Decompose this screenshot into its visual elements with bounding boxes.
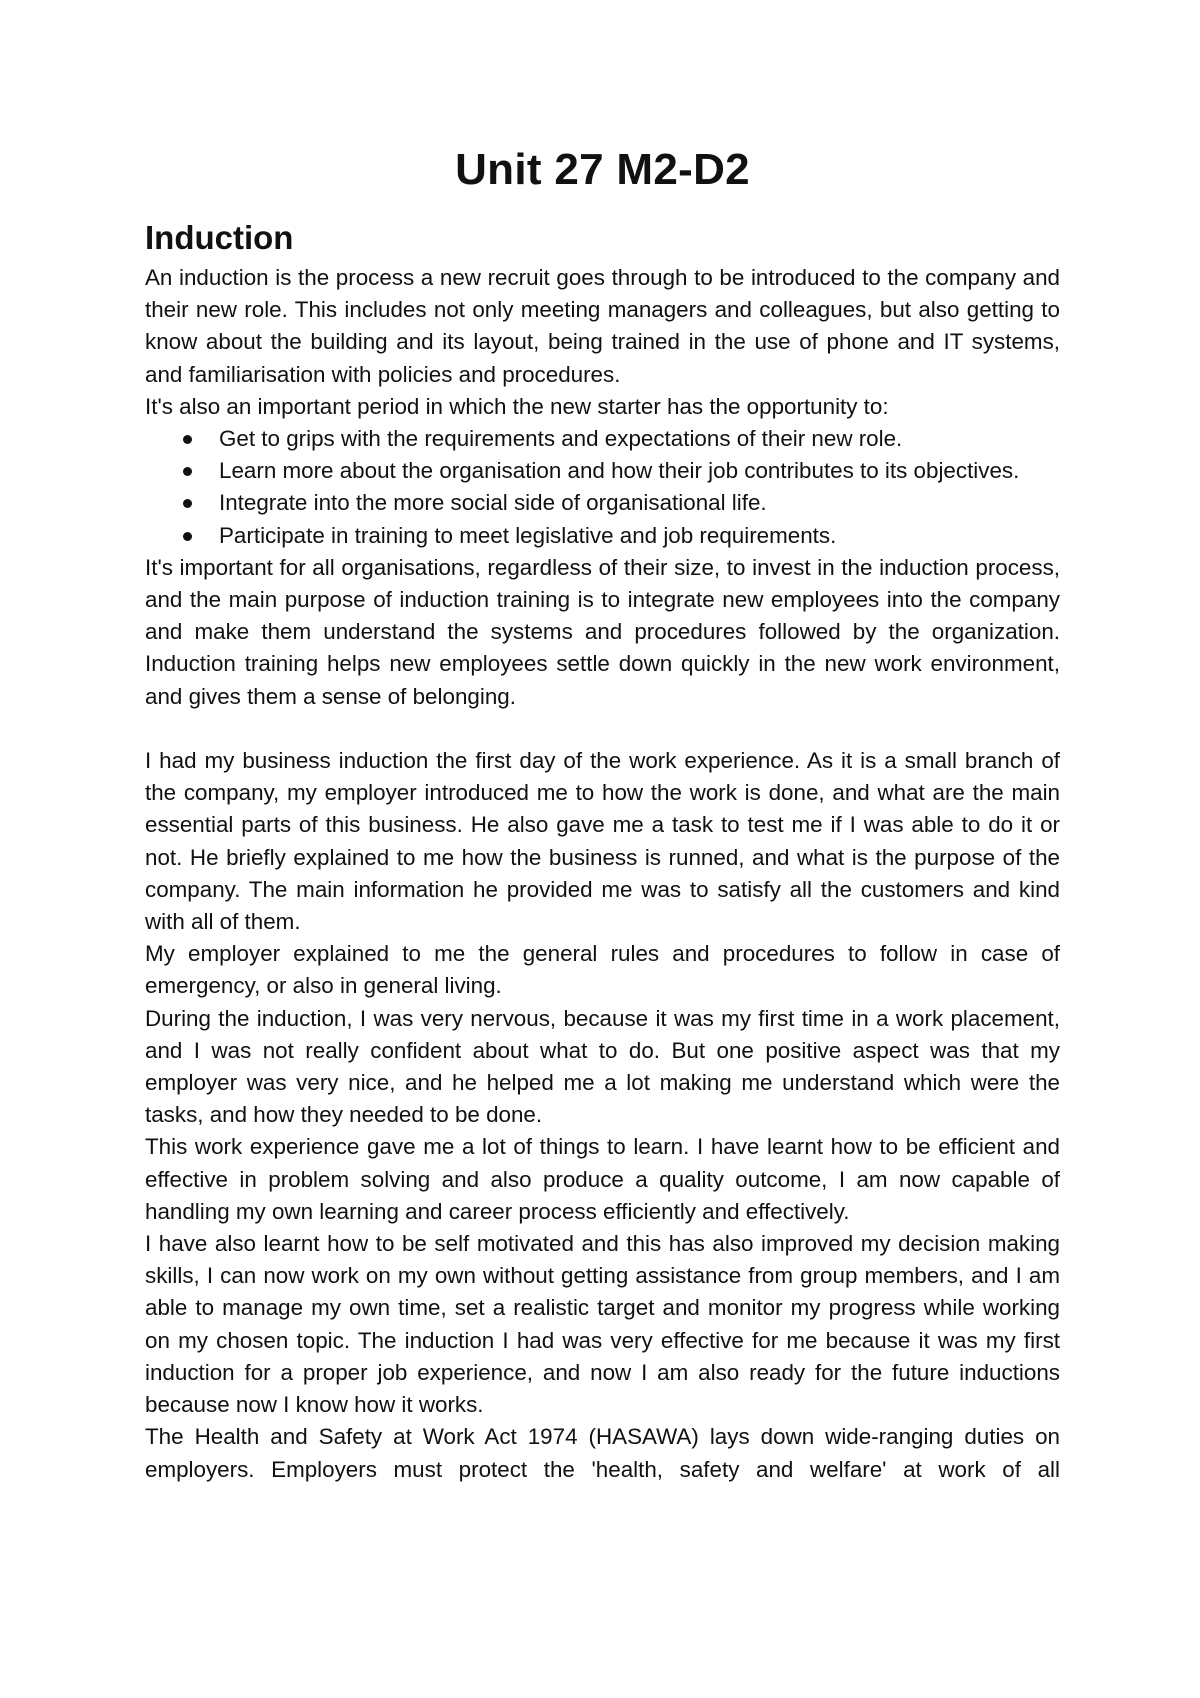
document-title: Unit 27 M2-D2 — [455, 145, 750, 194]
paragraph-spacer — [145, 713, 1060, 745]
bullet-item — [219, 520, 1060, 552]
learning-paragraph: This work experience gave me a lot of things to learn. I have learnt how to be efficient and effective in problem solving and also produce a quality outcome, I am now capable of handling my own learning and career process efficiently and effectively. — [145, 1134, 1060, 1224]
opportunity-bullet-list — [145, 423, 1060, 552]
importance-paragraph: It's important for all organisations, regardless of their size, to invest in the induction process, and the main purpose of induction training is to integrate new employees into the company and make them understand the systems and procedures followed by the organization. Induction training helps new employees settle down quickly in the new work environment, and gives them a sense of belonging. — [145, 554, 1060, 709]
bullet-item — [219, 455, 1060, 487]
bullet-dot-icon — [183, 532, 192, 541]
feelings-paragraph: During the induction, I was very nervous, because it was my first time in a work placement, and I was not really confident about what to do. But one positive aspect was that my employer was very nice, and he helped me a lot making me understand which were the tasks, and how they needed to be done. — [145, 1005, 1060, 1128]
experience-paragraph: I had my business induction the first day of the work experience. As it is a small branch of the company, my employer introduced me to how the work is done, and what are the main essential parts of this business. He also gave me a task to test me if I was able to do it or not. He briefly explained to me how the business is runned, and what is the purpose of the company. The main information he provided me was to satisfy all the customers and kind with all of them. — [145, 748, 1060, 935]
bullet-dot-icon — [183, 467, 192, 476]
intro-paragraph: An induction is the process a new recruit goes through to be introduced to the company and their new role. This includes not only meeting managers and colleagues, but also getting to know about the building and its layout, being trained in the use of phone and IT systems, and familiarisation with policies and procedures. — [145, 265, 1060, 387]
bullet-text: Integrate into the more social side of organisational life. — [219, 490, 767, 516]
bullet-text: Learn more about the organisation and how their job contributes to its objectives. — [219, 458, 1020, 484]
bullet-text: Participate in training to meet legislative and job requirements. — [219, 522, 837, 548]
bullet-text: Get to grips with the requirements and expectations of their new role. — [219, 426, 903, 452]
bullet-item — [219, 487, 1060, 519]
section-heading-induction: Induction — [145, 219, 294, 256]
motivation-paragraph: I have also learnt how to be self motivated and this has also improved my decision making skills, I can now work on my own without getting assistance from group members, and I am able to manage my own time, set a realistic target and monitor my progress while working on my chosen topic. The induction I had was very effective for me because it was my first induction for a proper job experience, and now I am also ready for the future inductions because now I know how it works. — [145, 1231, 1060, 1418]
bullet-item — [219, 423, 1060, 455]
rules-paragraph: My employer explained to me the general rules and procedures to follow in case of emergency, or also in general living. — [145, 941, 1060, 999]
hasawa-paragraph: The Health and Safety at Work Act 1974 (HASAWA) lays down wide-ranging duties on employers. Employers must protect the 'health, safety and welfare' at work of all — [145, 1424, 1060, 1482]
bullet-dot-icon — [183, 499, 192, 508]
opportunity-lead-paragraph: It's also an important period in which the new starter has the opportunity to: — [145, 393, 889, 419]
document-page — [145, 140, 1060, 1486]
bullet-dot-icon — [183, 435, 192, 444]
